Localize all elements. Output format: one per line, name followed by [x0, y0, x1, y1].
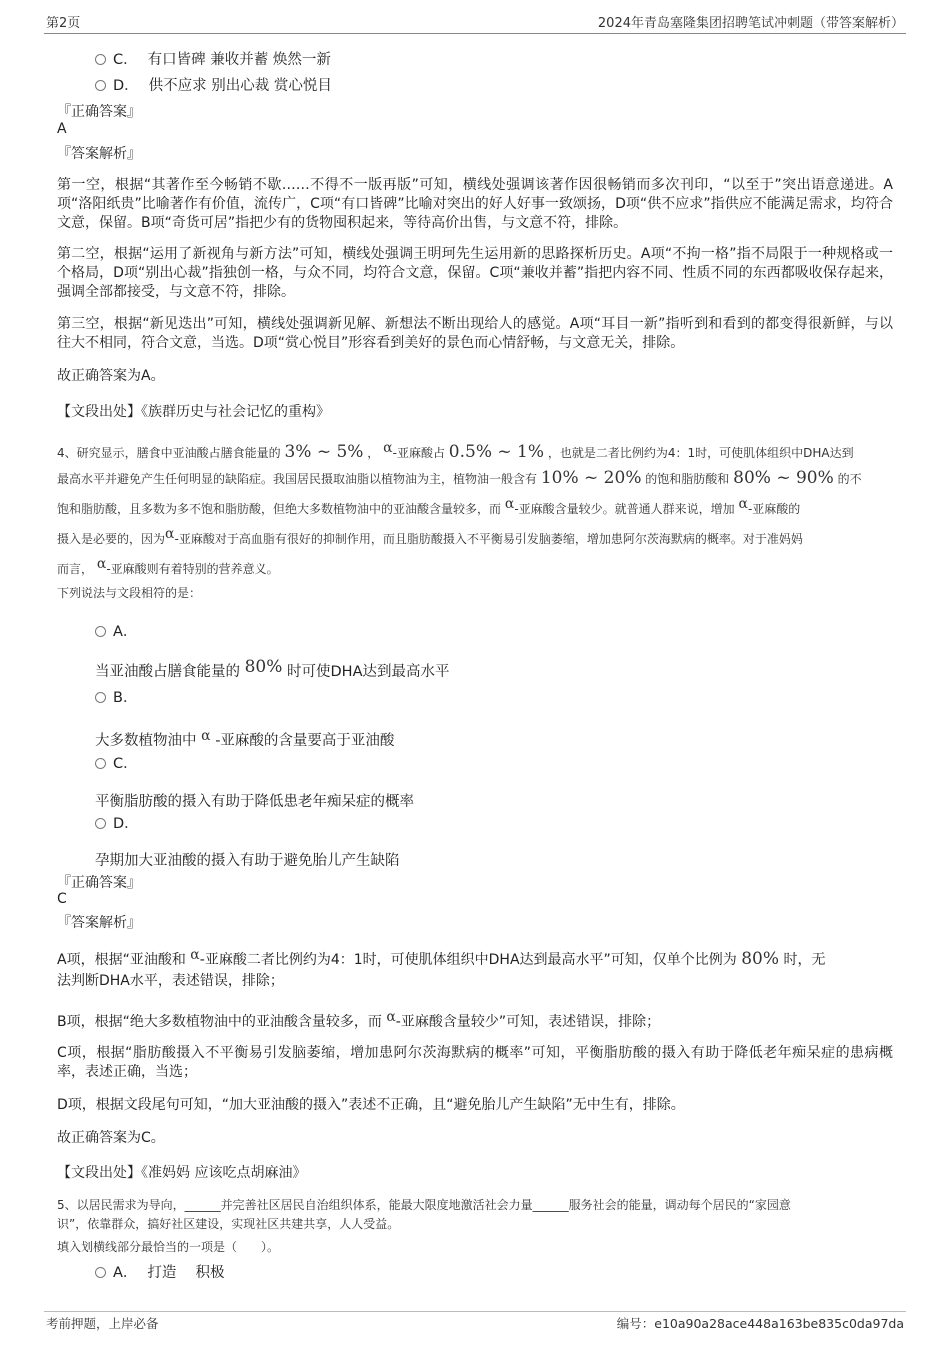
analysis-paragraph: D项，根据文段尾句可知，“加大亚油酸的摄入”表述不正确，且“避免胎儿产生缺陷”无中生有，排除。	[57, 1097, 685, 1113]
analysis-conclusion: 故正确答案为C。	[57, 1130, 165, 1146]
q3-option-d[interactable]: D． 供不应求 别出心裁 赏心悦目	[95, 74, 332, 95]
question-stem	[57, 436, 893, 582]
stem-line: 饱和脂肪酸，且多数为多不饱和脂肪酸，但绝大多数植物油中的亚油酸含量较多，而 α-亚麻酸含量较少。就普通人群来说，增加 α-亚麻酸的	[57, 496, 801, 516]
q4-option-b-text: 大多数植物油中 α -亚麻酸的含量要高于亚油酸	[95, 728, 395, 749]
stem-line: 而言， α-亚麻酸则有着特别的营养意义。	[57, 556, 279, 576]
analysis-paragraph: C项，根据“脂肪酸摄入不平衡易引发脑萎缩，增加患阿尔茨海默病的概率”可知，平衡脂肪酸的摄入有助于降低老年痴呆症的患病概率，表述正确，当选；	[57, 1045, 893, 1080]
source-citation: 【文段出处】《族群历史与社会记忆的重构》	[57, 404, 330, 420]
question-stem: 5、以居民需求为导向，______并完善社区居民自治组织体系，能最大限度地激活社会力量______服务社会的能量，调动每个居民的“家园意 识”，依靠群众，搞好社区建设，实现社区共建共享，人人受益。	[57, 1198, 791, 1231]
source-citation: 【文段出处】《准妈妈 应该吃点胡麻油》	[57, 1165, 307, 1181]
stem-line: 4、研究显示，膳食中亚油酸占膳食能量的 3% ~ 5% ， α-亚麻酸占 0.5% ~ 1% ，也就是二者比例约为4：1时，可使肌体组织中DHA达到	[57, 440, 854, 462]
page-number: 第2页	[46, 16, 81, 31]
analysis-label: 『答案解析』	[57, 146, 141, 162]
footer-divider	[44, 1311, 906, 1312]
radio-icon[interactable]	[95, 758, 106, 769]
document-title: 2024年青岛塞隆集团招聘笔试冲刺题（带答案解析）	[597, 16, 904, 31]
document-id: 编号：e10a90a28ace448a163be835c0da97da	[616, 1316, 904, 1331]
radio-icon[interactable]	[95, 1267, 106, 1278]
answer-value: C	[57, 891, 67, 907]
header-divider	[44, 33, 906, 34]
q4-option-c[interactable]: C．	[95, 752, 138, 773]
analysis-paragraph: 第二空，根据“运用了新视角与新方法”可知，横线处强调王明珂先生运用新的思路探析历史。A项“不拘一格”指不局限于一种规格或一个格局，D项“别出心裁”指独创一格，与众不同，均符合文意，保留。C项“兼收并蓄”指把内容不同、性质不同的东西都吸收保存起来，强调全部都接受，与文意不符，排除。	[57, 246, 893, 300]
q3-option-c[interactable]: C． 有口皆碑 兼收并蓄 焕然一新	[95, 48, 331, 69]
analysis-paragraph: 第三空，根据“新见迭出”可知，横线处强调新见解、新想法不断出现给人的感觉。A项“耳目一新”指听到和看到的都变得很新鲜，与以往大不相同，符合文意，当选。D项“赏心悦目”形容看到美好的景色而心情舒畅，与文意无关，排除。	[57, 316, 893, 351]
q5-option-a[interactable]: A． 打造 积极	[95, 1261, 225, 1282]
analysis-paragraph: 第一空，根据“其著作至今畅销不歇……不得不一版再版”可知，横线处强调该著作因很畅销而多次刊印，“以至于”突出语意递进。A项“洛阳纸贵”比喻著作有价值，流传广，C项“有口皆碑”比喻对突出的好人好事一致颂扬，D项“供不应求”指供应不能满足需求，均符合文意，保留。B项“奇货可居”指把少有的货物囤积起来，等待高价出售，与文意不符，排除。	[57, 177, 893, 231]
radio-icon[interactable]	[95, 692, 106, 703]
answer-value: A	[57, 121, 67, 137]
q4-option-a-text: 当亚油酸占膳食能量的 80% 时可使DHA达到最高水平	[95, 657, 450, 680]
q4-option-a[interactable]: A．	[95, 620, 137, 641]
radio-icon[interactable]	[95, 54, 106, 65]
radio-icon[interactable]	[95, 818, 106, 829]
radio-icon[interactable]	[95, 80, 106, 91]
stem-line: 最高水平并避免产生任何明显的缺陷症。我国居民摄取油脂以植物油为主，植物油一般含有 10% ~ 20% 的饱和脂肪酸和 80% ~ 90% 的不	[57, 468, 862, 488]
answer-label: 『正确答案』	[57, 104, 141, 120]
analysis-label: 『答案解析』	[57, 915, 141, 931]
analysis-paragraph: B项，根据“绝大多数植物油中的亚油酸含量较多，而 α-亚麻酸含量较少”可知，表述错误，排除；	[57, 1009, 661, 1030]
radio-icon[interactable]	[95, 626, 106, 637]
footer-slogan: 考前押题，上岸必备	[46, 1316, 159, 1331]
question-prompt: 下列说法与文段相符的是：	[57, 586, 202, 600]
stem-line: 摄入是必要的，因为α-亚麻酸对于高血脂有很好的抑制作用，而且脂肪酸摄入不平衡易引发脑萎缩，增加患阿尔茨海默病的概率。对于准妈妈	[57, 526, 803, 546]
q4-option-d-text: 孕期加大亚油酸的摄入有助于避免胎儿产生缺陷	[95, 853, 400, 869]
q4-option-d[interactable]: D．	[95, 812, 139, 833]
answer-label: 『正确答案』	[57, 875, 141, 891]
question-prompt: 填入划横线部分最恰当的一项是（ ）。	[57, 1240, 280, 1254]
analysis-conclusion: 故正确答案为A。	[57, 368, 165, 384]
q4-option-c-text: 平衡脂肪酸的摄入有助于降低患老年痴呆症的概率	[95, 794, 414, 810]
analysis-paragraph: A项，根据“亚油酸和 α-亚麻酸二者比例约为4：1时，可使肌体组织中DHA达到最高水平”可知，仅单个比例为 80% 时，无 法判断DHA水平，表述错误，排除；	[57, 947, 826, 989]
q4-option-b[interactable]: B．	[95, 686, 137, 707]
